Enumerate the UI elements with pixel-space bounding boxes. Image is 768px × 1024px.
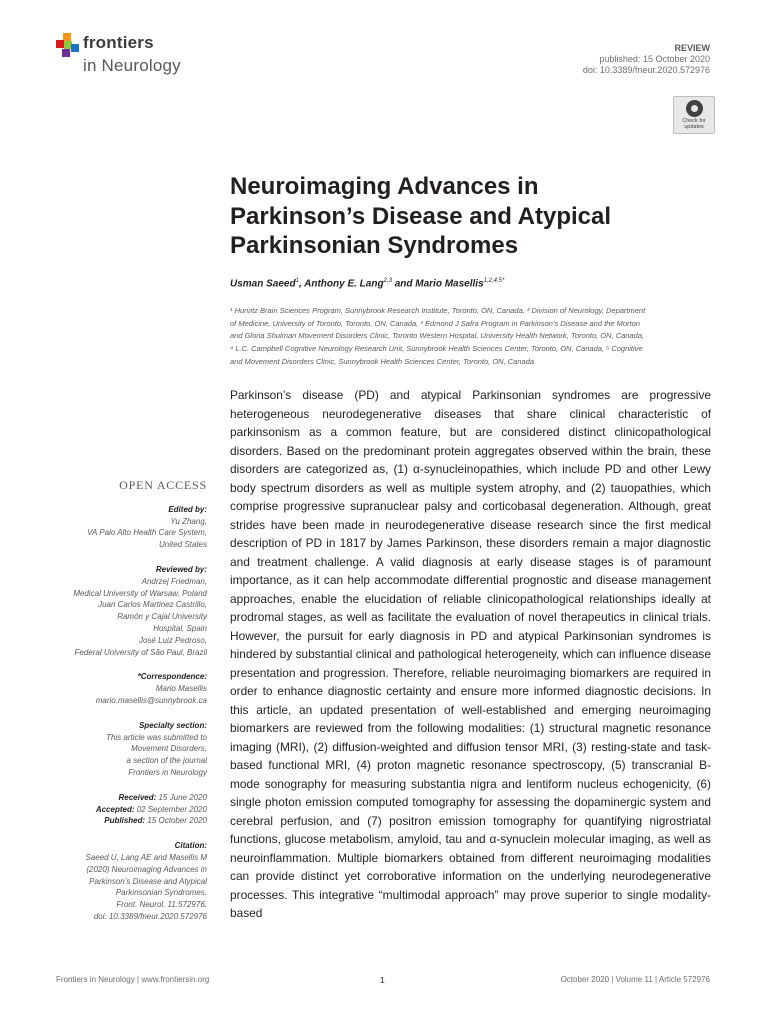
affiliation-line: ¹ Hurvitz Brain Sciences Program, Sunnybrook Research Institute, Toronto, ON, Canada, ² Division of Neurology, Department (230, 306, 646, 315)
citation-label: Citation: (174, 841, 207, 851)
sidebar-line: Mario Masellis (155, 684, 207, 694)
article-doi[interactable]: doi: 10.3389/fneur.2020.572976 (582, 65, 710, 75)
published-date: published: 15 October 2020 (599, 54, 710, 64)
logo-brand: frontiers (83, 33, 154, 52)
specialty-section (40, 720, 207, 779)
correspondence-section (40, 671, 207, 706)
title-line: Parkinsonian Syndromes (230, 232, 519, 259)
title-line: Neuroimaging Advances in (230, 173, 539, 200)
page-number: 1 (380, 975, 385, 985)
title-line: Parkinson’s Disease and Atypical (230, 202, 612, 230)
affiliations (230, 305, 710, 369)
published-date-sidebar (40, 815, 207, 827)
citation-section (40, 840, 207, 923)
accepted-date (40, 804, 207, 816)
footer-journal-link[interactable]: Frontiers in Neurology | www.frontiersin.org (56, 975, 210, 984)
article-title (230, 172, 700, 261)
check-for-updates-badge[interactable] (673, 96, 715, 134)
author-sup: 1 (295, 278, 299, 284)
sidebar-line: Frontiers in Neurology (128, 767, 207, 777)
edited-by-section (40, 504, 207, 551)
received-label: Received: (118, 792, 157, 802)
received-value: 15 June 2020 (156, 792, 207, 802)
reviewed-by-section (40, 564, 207, 658)
author-name[interactable]: Anthony E. Lang (304, 278, 384, 290)
sidebar-line: Yu Zhang, (170, 516, 207, 526)
abstract-text: Parkinson’s disease (PD) and atypical Parkinsonian syndromes are progressive heterogeneous neurodegenerative diseases that share clinical characteristic of parkinsonism as a common feature, but are considered distinct clinicopathological disorders. Based on the predominant protein aggregates observed within the brain, these disorders are categorized as, (1) α-synucleinopathies, which include PD and other Lewy body spectrum disorders as well as multiple system atrophy, and (2) tauopathies, which comprise progressive supranuclear palsy and corticobasal degeneration. Although, great strides have been made in neurodegenerative disease research since the first medical description of PD in 1817 by James Parkinson, these disorders remain a major diagnostic and treatment challenge. A valid diagnosis at early disease stages is of paramount importance, as it can help accommodate differential prognostic and disease management approaches, enable the elucidation of reliable clinicopathological relationships ideally at prodromal stages, as well as facilitate the evaluation of novel therapeutics in clinical trials. However, the pursuit for early diagnosis in PD and atypical Parkinsonian syndromes is hindered by substantial clinical and pathological heterogeneity, which can influence disease presentation and progression. Therefore, reliable neuroimaging biomarkers are required in order to enhance diagnostic certainty and ensure more informed diagnostic decisions. In this article, an updated presentation of well-established and emerging neuroimaging biomarkers are reviewed from the following modalities: (1) structural magnetic resonance imaging (MRI), (2) diffusion-weighted and diffusion tensor MRI, (3) resting-state and task-based functional MRI, (4) proton magnetic resonance spectroscopy, (5) transcranial B-mode sonography for measuring substantia nigra and lentiform nucleus echogenicity, (6) single photon emission computed tomography for assessing the dopaminergic system and cerebral perfusion, and (7) positron emission tomography for quantifying nigrostriatal functions, glucose metabolism, amyloid, tau and α-synuclein molecular imaging, as well as neuroinflammation. Multiple biomarkers obtained from different neuroimaging modalities can provide distinct yet corroborative information on the underlying neurodegenerative processes. This integrative “multimodal approach” may prove superior to single modality-based (230, 388, 711, 920)
author-sup: 2,3 (383, 278, 392, 284)
correspondence-label: *Correspondence: (137, 672, 207, 682)
affiliation-line: ⁴ L.C. Campbell Cognitive Neurology Research Unit, Sunnybrook Health Sciences Center, Toronto, ON, Canada, ⁵ Cognitive (230, 344, 643, 354)
affiliation-line: and Gloria Shulman Movement Disorders Clinic, Toronto Western Hospital, University Health Network, Toronto, ON, Canada, (230, 331, 645, 341)
sidebar-line: Andrzej Friedman, (141, 576, 207, 586)
sidebar-line: Front. Neurol. 11:572976. (116, 900, 207, 910)
edited-by-label: Edited by: (168, 504, 207, 514)
citation-doi[interactable]: doi: 10.3389/fneur.2020.572976 (93, 911, 207, 921)
published-label: Published: (104, 816, 146, 826)
sidebar-line: Medical University of Warsaw, Poland (73, 588, 207, 598)
frontiers-logo-icon (56, 33, 80, 57)
footer-issue-info: October 2020 | Volume 11 | Article 572976 (560, 975, 710, 984)
author-name[interactable]: Usman Saeed (230, 278, 296, 290)
affiliation-line: and Movement Disorders Clinic, Sunnybrook Health Sciences Center, Toronto, ON, Canada (230, 356, 535, 366)
correspondence-email[interactable]: mario.masellis@sunnybrook.ca (95, 695, 207, 705)
sidebar-line: Saeed U, Lang AE and Masellis M (85, 852, 207, 862)
open-access-label: OPEN ACCESS (119, 478, 207, 492)
sidebar-line: Juan Carlos Martinez Castrillo, (98, 600, 207, 610)
sidebar-line: Parkinson’s Disease and Atypical (89, 876, 207, 886)
author-name[interactable]: Mario Masellis (415, 278, 484, 290)
dates-section (40, 792, 207, 827)
author-list (230, 278, 504, 289)
sidebar-line: (2020) Neuroimaging Advances in (86, 864, 207, 874)
affiliation-line: of Medicine, University of Toronto, Toronto, ON, Canada, ³ Edmond J Safra Program in Parkinson’s Disease and the Morton (230, 318, 640, 328)
specialty-label: Specialty section: (138, 720, 207, 730)
journal-logo[interactable] (56, 33, 206, 81)
accepted-label: Accepted: (95, 804, 135, 814)
sidebar-line: José Luiz Pedroso, (138, 635, 207, 645)
sidebar-line: VA Palo Alto Health Care System, (87, 528, 207, 538)
logo-section: in Neurology (83, 56, 181, 75)
sidebar-line: Federal University of São Paul, Brazil (74, 647, 207, 657)
article-type: REVIEW (674, 43, 710, 53)
sidebar-line: Movement Disorders, (130, 744, 207, 754)
accepted-value: 02 September 2020 (134, 804, 207, 814)
reviewed-by-label: Reviewed by: (155, 564, 207, 574)
author-sep: and (391, 278, 416, 290)
author-sep: , (298, 278, 305, 290)
author-sup: 1,2,4,5* (483, 278, 505, 284)
article-sidebar (40, 480, 207, 936)
sidebar-line: Ramón y Cajal University (117, 612, 207, 622)
badge-line1: Check for (682, 118, 706, 124)
published-value: 15 October 2020 (145, 816, 207, 826)
sidebar-line: United States (158, 540, 207, 550)
received-date (40, 792, 207, 804)
badge-line2: updates (684, 124, 704, 130)
sidebar-line: a section of the journal (126, 756, 207, 766)
check-updates-icon (686, 100, 703, 117)
article-meta (583, 43, 710, 76)
sidebar-line: Parkinsonian Syndromes. (115, 888, 207, 898)
sidebar-line: This article was submitted to (106, 732, 207, 742)
sidebar-line: Hospital, Spain (153, 623, 207, 633)
